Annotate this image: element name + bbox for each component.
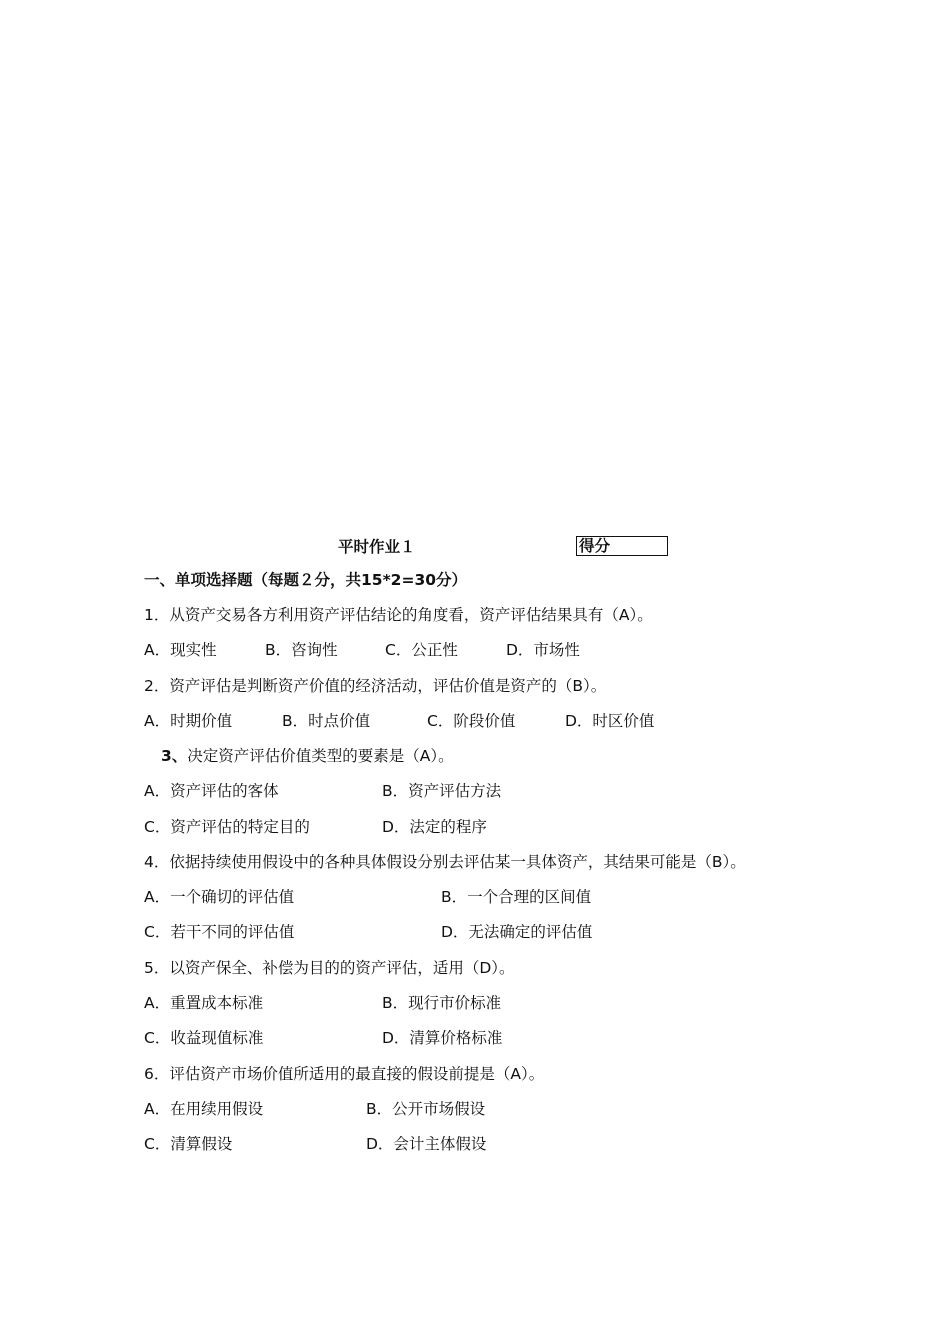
question-6-stem: 6．评估资产市场价值所适用的最直接的假设前提是（A）。 — [144, 1065, 545, 1083]
question-2-option-b: B．时点价值 — [282, 712, 371, 730]
question-4-option-b: B．一个合理的区间值 — [441, 888, 592, 906]
question-3-option-a: A．资产评估的客体 — [144, 782, 279, 800]
question-1-option-b: B．咨询性 — [265, 641, 338, 659]
question-1-stem: 1．从资产交易各方利用资产评估结论的角度看，资产评估结果具有（A）。 — [144, 606, 653, 624]
question-5-option-c: C．收益现值标准 — [144, 1029, 264, 1047]
question-5-option-b: B．现行市价标准 — [382, 994, 502, 1012]
question-3-option-b: B．资产评估方法 — [382, 782, 502, 800]
section-heading: 一、单项选择题（每题２分，共15*2=30分） — [144, 571, 468, 589]
score-label: 得分 — [579, 537, 611, 555]
question-2-option-c: C．阶段价值 — [427, 712, 516, 730]
question-4-option-a: A．一个确切的评估值 — [144, 888, 295, 906]
question-5-option-a: A．重置成本标准 — [144, 994, 264, 1012]
question-5-option-d: D．清算价格标准 — [382, 1029, 503, 1047]
question-6-option-d: D．会计主体假设 — [366, 1135, 487, 1153]
question-2-option-d: D．时区价值 — [565, 712, 655, 730]
score-box — [576, 536, 668, 556]
question-1-option-c: C．公正性 — [385, 641, 458, 659]
question-3-stem — [161, 746, 454, 766]
question-3-option-d: D．法定的程序 — [382, 818, 487, 836]
question-3-option-c: C．资产评估的特定目的 — [144, 818, 310, 836]
question-2-stem: 2．资产评估是判断资产价值的经济活动，评估价值是资产的（B）。 — [144, 677, 607, 695]
question-1-option-a: A．现实性 — [144, 641, 217, 659]
question-2-option-a: A．时期价值 — [144, 712, 233, 730]
question-6-option-b: B．公开市场假设 — [366, 1100, 486, 1118]
question-6-option-c: C．清算假设 — [144, 1135, 233, 1153]
question-4-stem: 4．依据持续使用假设中的各种具体假设分别去评估某一具体资产，其结果可能是（B）。 — [144, 853, 746, 871]
page-title: 平时作业１ — [338, 537, 416, 556]
question-6-option-a: A．在用续用假设 — [144, 1100, 264, 1118]
question-3-text: 决定资产评估价值类型的要素是（A）。 — [187, 747, 454, 765]
question-4-option-c: C．若干不同的评估值 — [144, 923, 295, 941]
question-3-number: 3、 — [161, 747, 188, 765]
question-5-stem: 5．以资产保全、补偿为目的的资产评估，适用（D）。 — [144, 959, 515, 977]
question-4-option-d: D．无法确定的评估值 — [441, 923, 593, 941]
question-1-option-d: D．市场性 — [506, 641, 580, 659]
